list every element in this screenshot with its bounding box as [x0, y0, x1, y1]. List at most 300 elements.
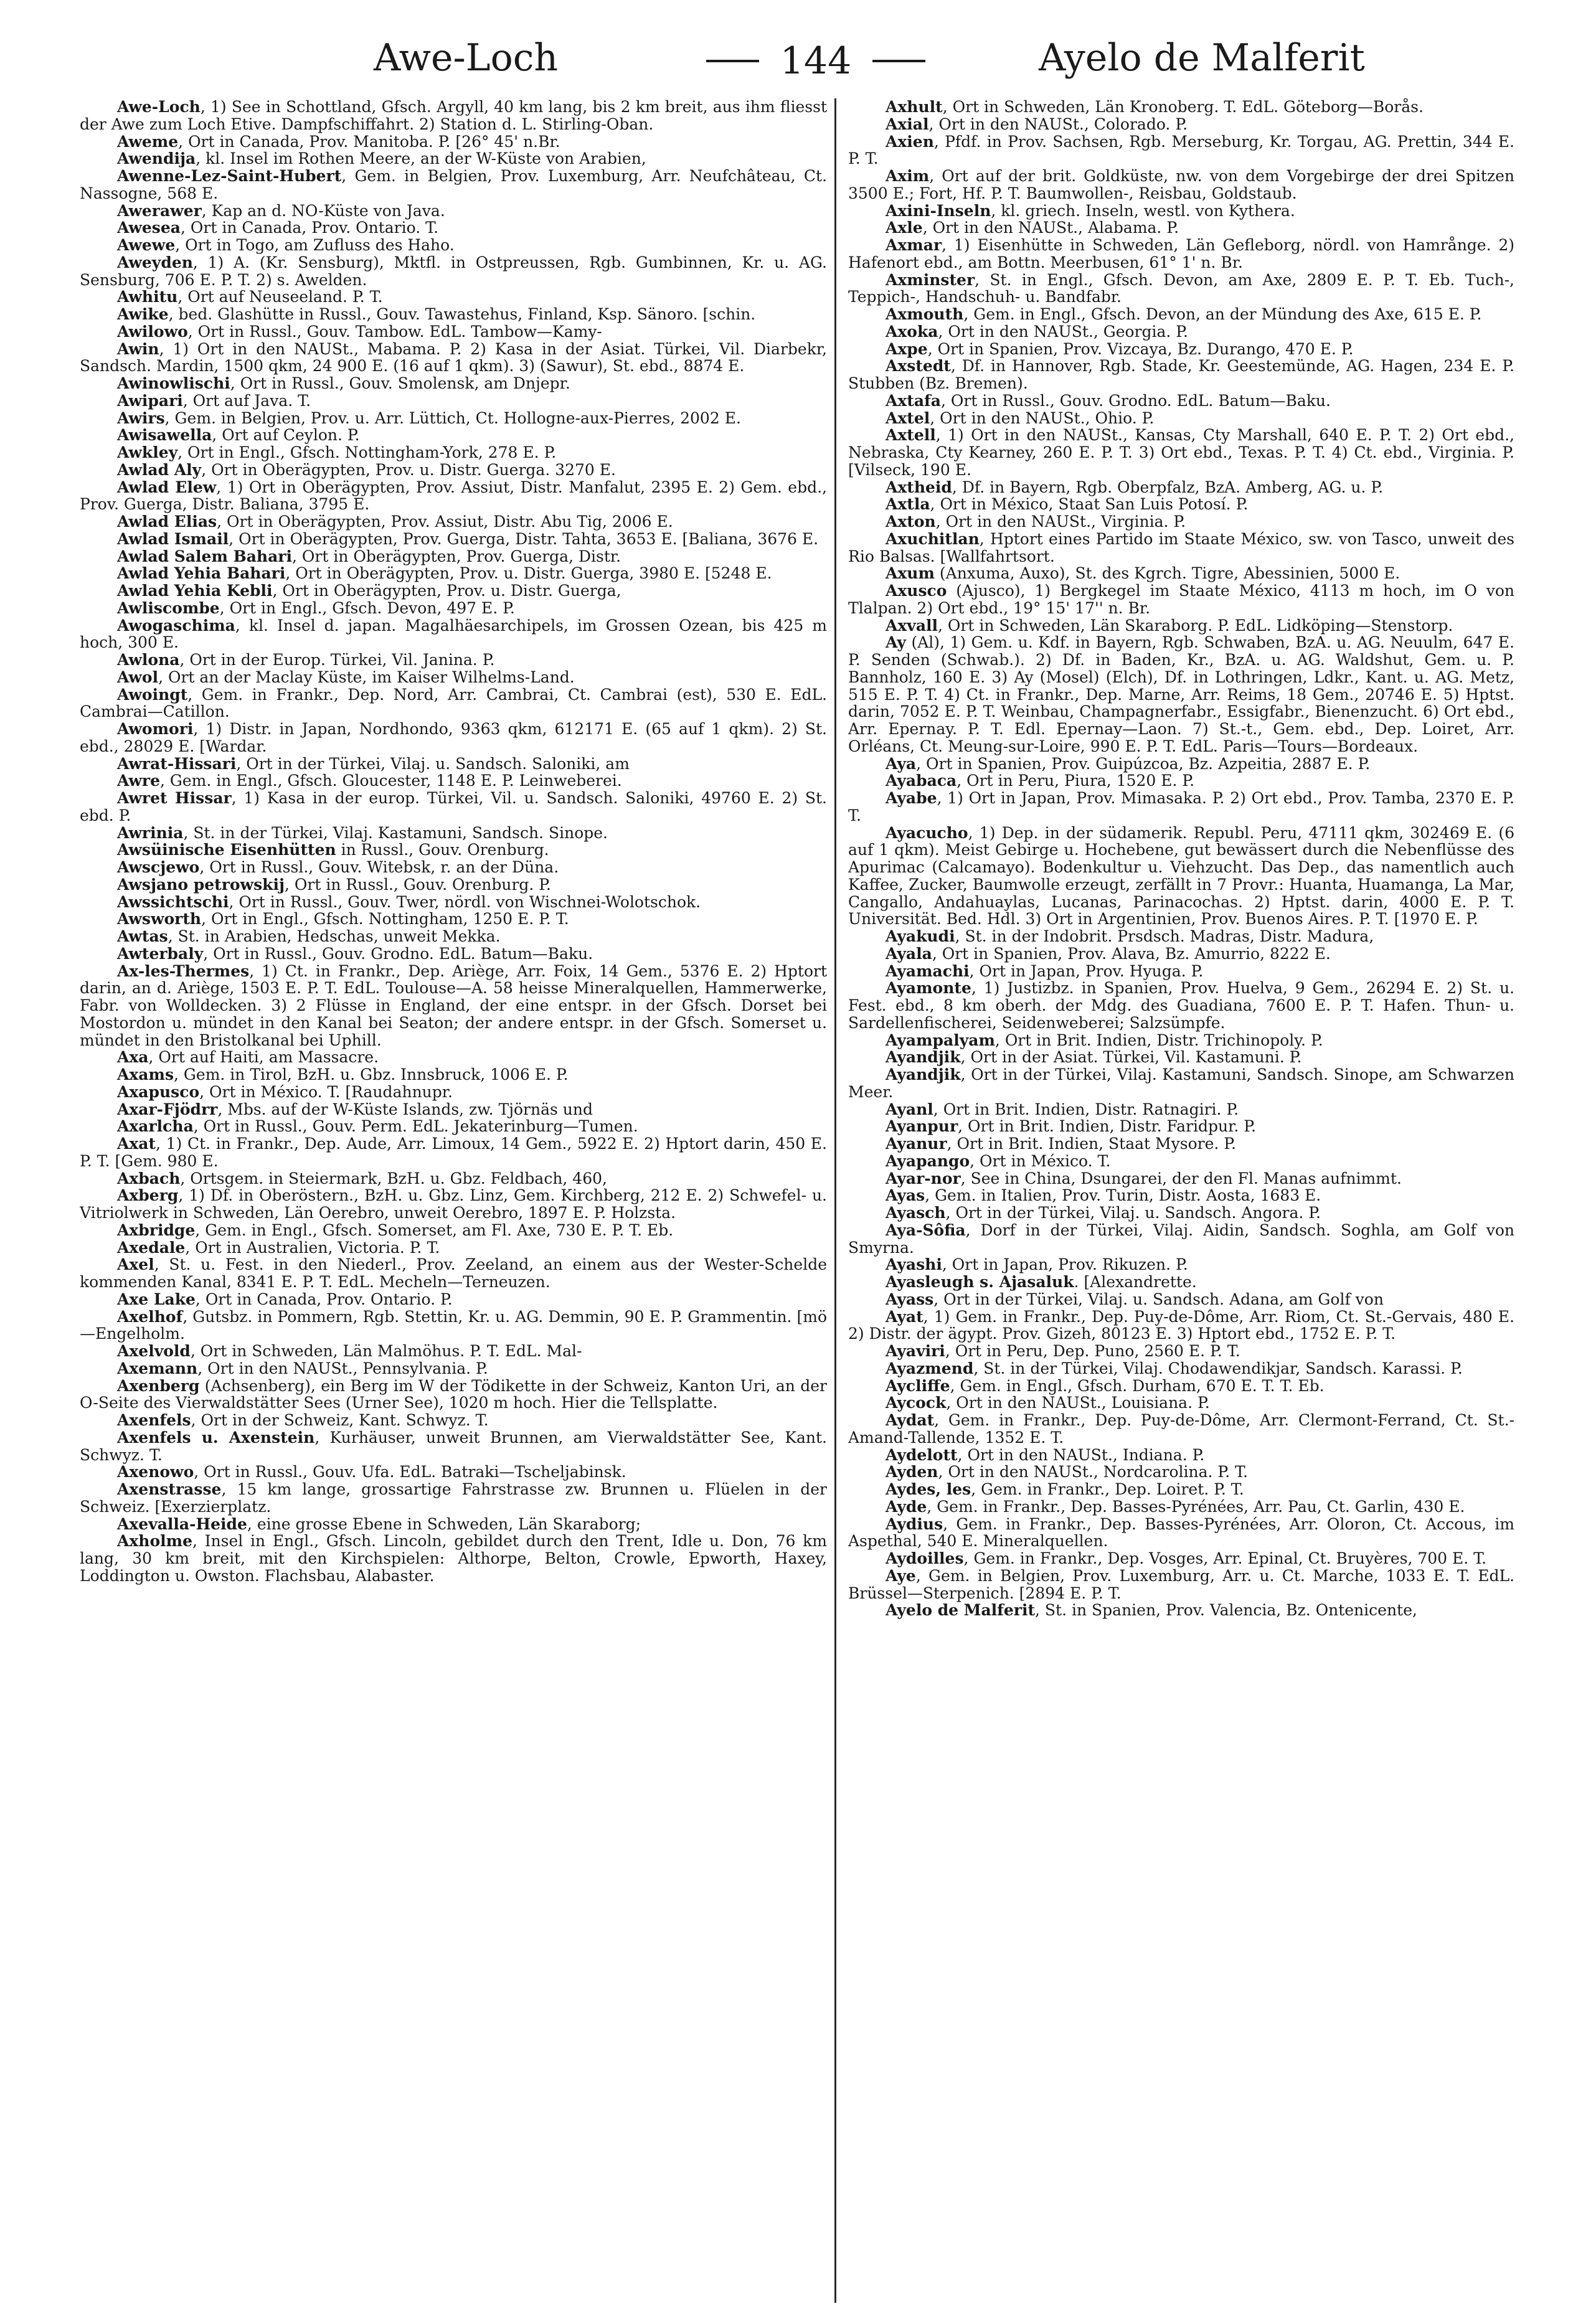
entry-text: , Ort in den NAUSt., Virginia. P. — [935, 513, 1186, 531]
entry-text: , See in China, Dsungarei, der den Fl. Manas aufnimmt. — [960, 1169, 1402, 1188]
dictionary-entry — [80, 1135, 827, 1170]
entry-headword: Awrinia — [117, 823, 184, 842]
entry-headword: Ayden — [886, 1463, 938, 1481]
dictionary-entry — [80, 219, 827, 237]
entry-text: , Gem. in Engl., Gfsch. Somerset, am Fl. Axe, 730 E. P. T. Eb. — [195, 1221, 674, 1239]
entry-text: , Ort in Oberägypten, Prov. u. Distr. Guerga, — [272, 582, 621, 600]
entry-headword: Ayar-nor — [886, 1169, 961, 1188]
dictionary-entry — [80, 617, 827, 652]
entry-text: , Gem. in Belgien, Prov. u. Arr. Lüttich, Ct. Hollogne-aux-Pierres, 2002 E. — [164, 409, 741, 427]
entry-text: , kl. Insel d. japan. Magalhäesarchipels, im Grossen Ozean, bis 425 m hoch, 300 E. — [80, 616, 827, 652]
entry-headword: Ayabe — [886, 789, 937, 807]
entry-headword: Axa — [117, 1048, 149, 1067]
entry-headword: Awlad Salem Bahari — [117, 547, 292, 565]
entry-text: , Gutsbz. in Pommern, Rgb. Stettin, Kr. u. AG. Demmin, 90 E. P. Grammentin. [mö—Engelholm. — [80, 1307, 827, 1343]
dictionary-entry — [848, 496, 1514, 513]
dictionary-entry — [80, 1118, 827, 1135]
dictionary-entry — [848, 219, 1514, 237]
header-first-entry: Awe-Loch — [374, 36, 558, 80]
entry-headword: Axusco — [886, 582, 947, 600]
dictionary-entry — [848, 1516, 1514, 1551]
entry-text: , Ort in der Türkei, Vilaj. Kastamuni, Sandsch. Sinope, am Schwarzen Meer. — [848, 1065, 1514, 1101]
entry-text: (Achsenberg), ein Berg im W der Tödikette in der Schweiz, Kanton Uri, an der O-Seite des Vierwaldstätter Sees (Urner See), 1020 m hoch. Hier die Tellsplatte. — [80, 1376, 827, 1412]
dictionary-entry — [80, 1429, 827, 1464]
dictionary-entry — [80, 341, 827, 376]
entry-headword: Ayacucho — [886, 823, 968, 842]
dictionary-entry — [848, 617, 1514, 635]
dictionary-entry — [848, 1498, 1514, 1516]
dictionary-entry — [848, 790, 1514, 824]
entry-headword: Axar-Fjödrr — [117, 1100, 218, 1118]
entry-headword: Awlona — [117, 651, 180, 669]
entry-text: , Ort in Oberägypten, Prov. Guerga, Distr. Tahta, 3653 E. [Baliana, 3676 E. — [229, 529, 819, 548]
dictionary-entry — [848, 479, 1514, 496]
entry-text: , Ort in Spanien, Prov. Alava, Bz. Amurrio, 8222 E. — [932, 944, 1331, 963]
entry-text: , kl. griech. Inseln, westl. von Kythera. — [991, 201, 1295, 220]
entry-headword: Ayandjik — [886, 1048, 961, 1067]
entry-text: , St. in Spanien, Prov. Valencia, Bz. Ontenicente, — [1035, 1601, 1417, 1620]
entry-headword: Awliscombe — [117, 598, 220, 617]
entry-text: , Ort in den NAUSt., Ohio. P. — [930, 409, 1155, 427]
dictionary-entry — [848, 341, 1514, 358]
entry-text: , Ort in Brit. Indien, Distr. Trichinopoly. P. — [994, 1031, 1323, 1049]
entry-text: , 15 km lange, grossartige Fahrstrasse zw. Brunnen u. Flüelen in der Schweiz. [Exerzierplatz. — [80, 1480, 827, 1516]
dictionary-entry — [848, 772, 1514, 790]
entry-text: , Ort in den NAUSt., Indiana. P. — [957, 1445, 1205, 1464]
entry-text: , Ort in Engl., Gfsch. Nottingham, 1250 E. P. T. — [201, 910, 569, 928]
entry-text: in Russl., Gouv. Orenburg. — [336, 841, 549, 859]
dictionary-entry — [80, 168, 827, 202]
entry-text: , Ort in Japan, Prov. Rikuzen. P. — [942, 1255, 1188, 1274]
entry-text: , Gem. in Frankr., Dep. Loiret. P. T. — [971, 1480, 1244, 1498]
entry-text: , St. in der Türkei, Vilaj. Kastamuni, Sandsch. Sinope. — [183, 823, 608, 842]
entry-text: , Ort in Russl., Gouv. Tambow. EdL. Tambow—Kamy- — [187, 322, 602, 341]
entry-text: , Ort in der Schweiz, Kant. Schwyz. T. — [191, 1411, 489, 1429]
header-page-number-group — [685, 36, 947, 86]
entry-text: , Ort in Russl., Gouv. Twer, nördl. von Wischnei-Wolotschok. — [229, 892, 701, 911]
page-header — [0, 0, 1573, 93]
entry-text: , 1) Ct. in Frankr., Dep. Aude, Arr. Limoux, 14 Gem., 5922 E. 2) Hptort darin, 450 E. P. T. [Gem. 980 E. — [80, 1135, 827, 1170]
entry-headword: Axtafa — [886, 391, 942, 410]
dictionary-entry — [848, 1066, 1514, 1101]
entry-headword: Aweme — [117, 132, 179, 151]
entry-headword: Axtell — [886, 426, 936, 445]
entry-text: , Gem. in Frankr., Dep. Puy-de-Dôme, Arr. Clermont-Ferrand, Ct. St.-Amand-Tallende, 1352 E. T. — [848, 1411, 1514, 1447]
entry-text: , Hptort eines Partido im Staate México, sw. von Tasco, unweit des Rio Balsas. [Wallfahrtsort. — [848, 529, 1514, 565]
dictionary-entry — [80, 98, 827, 133]
entry-text: , Ort in Brit. Indien, Distr. Faridpur. P. — [958, 1117, 1256, 1136]
entry-text: (Al), 1) Gem. u. Kdf. in Bayern, Rgb. Schwaben, BzA. u. AG. Neuulm, 647 E. P. Senden (Schwab.). 2) Df. in Baden, Kr., BzA. u. AG. Waldshut, Gem. u. P. Bannholz, 160 E. 3) Ay (Mosel) (Elch), Df. in Lothringen, Ldkr., Kant. u. AG. Metz, 515 E. P. T. 4) Ct. in Frankr., Dep. Marne, Arr. Reims, 18 Gem., 20746 E. 5) Hptst. darin, 7052 E. P. T. Weinbau, Champagnerfabr., Essigfabr., Bienenzucht. 6) Ort ebd., Arr. Epernay. P. T. Edl. Epernay—Laon. 7) St.-t., Gem. ebd., Dep. Loiret, Arr. Orléans, Ct. Meung-sur-Loire, 990 E. P. T. EdL. Paris—Tours—Bordeaux. — [848, 633, 1514, 755]
entry-headword: Awssichtschi — [117, 892, 229, 911]
dictionary-entry — [80, 237, 827, 254]
entry-text: , Ort in Canada, Prov. Ontario. P. — [195, 1290, 453, 1308]
entry-headword: Awhitu — [117, 288, 178, 306]
entry-text: , Gem. in Engl., Gfsch. Durham, 670 E. T. T. Eb. — [950, 1376, 1325, 1395]
entry-text: , St. u. Fest. in den Niederl., Prov. Zeeland, an einem aus der Wester-Schelde kommenden Kanal, 8341 E. P. T. EdL. Mecheln—Terneuzen. — [80, 1255, 827, 1291]
dictionary-entry — [80, 824, 827, 842]
entry-text: , Ort in der Asiat. Türkei, Vil. Kastamuni. P. — [960, 1048, 1302, 1067]
entry-text: , St. in Engl., Gfsch. Devon, am Axe, 2809 E. P. T. Eb. Tuch-, Teppich-, Handschuh- u. Bandfabr. — [848, 270, 1514, 306]
dictionary-entry — [80, 133, 827, 151]
dictionary-entry — [80, 1066, 827, 1084]
entry-headword: Awenne-Lez-Saint-Hubert — [117, 167, 342, 185]
dictionary-entry — [848, 1394, 1514, 1412]
entry-text: , Ort in den NAUSt., Alabama. P. — [922, 219, 1179, 237]
dictionary-entry — [80, 1377, 827, 1412]
entry-headword: Axe Lake — [117, 1290, 196, 1308]
entry-headword: Awomori — [117, 720, 194, 738]
entry-text: , Insel in Engl., Gfsch. Lincoln, gebildet durch den Trent, Idle u. Don, 76 km lang, 30 km breit, mit den Kirchspielen: Althorpe, Belton, Crowle, Epworth, Haxey, Loddington u. Owston. Flachsbau, Alabaster. — [80, 1532, 827, 1585]
entry-headword: Awtas — [117, 927, 168, 945]
entry-headword: Ayass — [886, 1290, 934, 1308]
entry-headword: Ayakudi — [886, 927, 955, 945]
entry-text: , Ort auf Haiti, am Massacre. — [148, 1048, 379, 1067]
entry-headword: Axel — [117, 1255, 154, 1274]
dictionary-entry — [80, 841, 827, 859]
entry-headword: Axle — [886, 219, 923, 237]
entry-headword: Axmouth — [886, 305, 964, 323]
dictionary-entry — [848, 513, 1514, 531]
entry-text: , Ort in Russl., Gouv. Grodno. EdL. Batum—Baku. — [941, 391, 1331, 410]
dictionary-entry — [80, 772, 827, 790]
dictionary-entry — [848, 1135, 1514, 1153]
dictionary-entry — [80, 1343, 827, 1360]
dictionary-entry — [80, 1291, 827, 1308]
entry-headword: Awlad Ismail — [117, 529, 229, 548]
dictionary-entry — [80, 1222, 827, 1239]
header-rule-right — [872, 60, 925, 62]
dictionary-entry — [848, 1222, 1514, 1257]
dictionary-entry — [848, 582, 1514, 617]
dictionary-entry — [80, 1084, 827, 1101]
entry-headword: Awterbaly — [117, 944, 204, 963]
entry-headword: Aycliffe — [886, 1376, 950, 1395]
dictionary-entry — [848, 1412, 1514, 1447]
entry-text: , kl. Insel im Rothen Meere, an der W-Küste von Arabien, — [196, 149, 646, 168]
entry-headword: Ayaviri — [886, 1342, 945, 1360]
entry-headword: Awscjewo — [117, 858, 200, 876]
dictionary-entry — [848, 1291, 1514, 1308]
dictionary-entry — [80, 910, 827, 928]
dictionary-entry — [80, 1412, 827, 1429]
entry-headword: Awisawella — [117, 426, 212, 445]
entry-text: , 1) A. (Kr. Sensburg), Mktfl. in Ostpreussen, Rgb. Gumbinnen, Kr. u. AG. Sensburg, 706 E. P. T. 2) s. Awelden. — [80, 253, 827, 289]
entry-text: , Df. in Hannover, Rgb. Stade, Kr. Geestemünde, AG. Hagen, 234 E. P. Stubben (Bz. Bremen). — [848, 357, 1514, 392]
entry-text: , Ort in den NAUSt., Georgia. P. — [938, 322, 1189, 341]
dictionary-entry — [848, 945, 1514, 963]
entry-text: , Gem. in Belgien, Prov. Luxemburg, Arr. u. Ct. Marche, 1033 E. T. EdL. Brüssel—Sterpenich. [2894 E. P. T. — [848, 1566, 1514, 1602]
entry-headword: Awlad Elias — [117, 513, 217, 531]
dictionary-entry — [848, 1032, 1514, 1049]
dictionary-entry — [80, 686, 827, 721]
entry-headword: Awlad Aly — [117, 460, 202, 479]
entry-text: , Ort in der Türkei, Vilaj. u. Sandsch. Angora. P. — [945, 1204, 1321, 1222]
entry-headword: Axton — [886, 513, 936, 531]
entry-headword: Axenstrasse — [117, 1480, 222, 1498]
entry-text: , Ort in den NAUSt., Nordcarolina. P. T. — [938, 1463, 1248, 1481]
entry-headword: Awret Hissar — [117, 789, 232, 807]
dictionary-entry — [80, 548, 827, 565]
entry-text: , Ort in Spanien, Prov. Vizcaya, Bz. Durango, 470 E. P. — [927, 339, 1354, 358]
dictionary-entry — [80, 963, 827, 1049]
dictionary-entry — [848, 1567, 1514, 1602]
dictionary-entry — [848, 1256, 1514, 1273]
entry-text: , Ort in Russl., Gouv. Perm. EdL. Jekaterinburg—Tumen. — [193, 1117, 638, 1136]
entry-headword: Awol — [117, 668, 159, 686]
dictionary-entry — [80, 531, 827, 548]
dictionary-entry — [80, 1360, 827, 1377]
entry-text: , Ort in Brit. Indien, Staat Mysore. P. — [947, 1135, 1236, 1153]
dictionary-entry — [80, 254, 827, 289]
entry-headword: Aya-Sôfia — [886, 1221, 966, 1239]
entry-text: , 1) Ort in Japan, Prov. Mimasaka. P. 2) Ort ebd., Prov. Tamba, 2370 E. P. T. — [848, 789, 1514, 824]
entry-headword: Awin — [117, 339, 159, 358]
entry-text: , Ort in Australien, Victoria. P. T. — [185, 1238, 440, 1257]
dictionary-entry — [80, 288, 827, 306]
entry-text: , Ort in Russl., Gouv. Smolensk, am Dnjepr. — [230, 374, 570, 392]
entry-headword: Axholme — [117, 1532, 193, 1551]
dictionary-entry — [848, 237, 1514, 272]
dictionary-entry — [80, 1308, 827, 1343]
entry-headword: Ayala — [886, 944, 932, 963]
entry-headword: Ayanpur — [886, 1117, 958, 1136]
left-column — [80, 98, 827, 2310]
entry-text: , St. in der Türkei, Vilaj. Chodawendikjar, Sandsch. Karassi. P. — [973, 1359, 1463, 1377]
entry-headword: Axum — [886, 564, 935, 583]
entry-headword: Awirs — [117, 409, 165, 427]
entry-headword: Awsjano petrowskij — [117, 875, 285, 894]
entry-headword: Axtla — [886, 495, 930, 514]
entry-headword: Ayanl — [886, 1100, 933, 1118]
entry-text: , Ort in Oberägypten, Prov. u. Distr. Guerga. 3270 E. — [201, 460, 616, 479]
entry-headword: Ayampalyam — [886, 1031, 995, 1049]
entry-text: , Ort in der Europ. Türkei, Vil. Janina. P. — [179, 651, 495, 669]
entry-text: , Ort in Engl., Gfsch. Nottingham-York, 278 E. P. — [177, 443, 557, 461]
entry-text: , Ort in Russl., Gouv. Grodno. EdL. Batum—Baku. — [203, 944, 593, 963]
dictionary-entry — [848, 980, 1514, 1031]
entry-headword: Awewe — [117, 236, 176, 254]
entry-text: , Ort auf Neuseeland. P. T. — [177, 288, 383, 306]
entry-text: , Gem. in Frankr., Dep. Nord, Arr. Cambrai, Ct. Cambrai (est), 530 E. EdL. Cambrai—Catillon. — [80, 685, 827, 721]
entry-headword: Axuchitlan — [886, 529, 980, 548]
dictionary-entry — [848, 410, 1514, 427]
entry-text: . [Alexandrette. — [1074, 1273, 1197, 1291]
entry-text: , Gem. in Engl., Gfsch. Gloucester, 1148 E. P. Leinweberei. — [159, 772, 622, 790]
entry-text: , Gem. in Italien, Prov. Turin, Distr. Aosta, 1683 E. — [925, 1186, 1321, 1205]
dictionary-entry — [80, 479, 827, 514]
entry-text: , Ort in Togo, am Zufluss des Haho. — [175, 236, 455, 254]
dictionary-entry — [80, 1101, 827, 1118]
entry-headword: Awesea — [117, 219, 181, 237]
entry-text: , Gem. in Frankr., Dep. Basses-Pyrénées, Arr. Pau, Ct. Garlin, 430 E. — [927, 1497, 1465, 1516]
entry-headword: Ayat — [886, 1307, 923, 1326]
dictionary-entry — [80, 945, 827, 963]
entry-text: , Ort in den NAUSt., Colorado. P. — [928, 115, 1188, 133]
entry-text: , Ort in Oberägypten, Prov. Guerga, Distr. — [291, 547, 621, 565]
entry-text: , Ort in Oberägypten, Prov. u. Distr. Guerga, 3980 E. [5248 E. — [285, 564, 772, 583]
dictionary-entry — [80, 1256, 827, 1291]
entry-text: , Ort in Schweden, Län Skaraborg. P. EdL. Lidköping—Stenstorp. — [938, 616, 1453, 635]
dictionary-entry — [848, 1153, 1514, 1170]
entry-text: , 1) See in Schottland, Gfsch. Argyll, 40 km lang, bis 2 km breit, aus ihm fliesst der Awe zum Loch Etive. Dampfschiffahrt. 2) Station d. L. Stirling-Oban. — [80, 98, 827, 133]
entry-headword: Awendija — [117, 149, 196, 168]
entry-headword: Axpe — [886, 339, 928, 358]
dictionary-entry — [848, 1187, 1514, 1204]
entry-text: , 1) Kasa in der europ. Türkei, Vil. u. Sandsch. Saloniki, 49760 E. 2) St. ebd. P. — [80, 789, 827, 824]
dictionary-entry — [80, 1170, 827, 1188]
dictionary-entry — [848, 963, 1514, 980]
entry-headword: Ayapango — [886, 1151, 970, 1170]
entry-text: , Ort in Spanien, Prov. Guipúzcoa, Bz. Azpeitia, 2887 E. P. — [916, 754, 1371, 773]
entry-headword: Axapusco — [117, 1082, 200, 1101]
dictionary-entry — [80, 1516, 827, 1533]
dictionary-entry — [848, 1170, 1514, 1188]
entry-headword: Ayasleugh s. Ajasaluk — [886, 1273, 1074, 1291]
dictionary-entry — [848, 1118, 1514, 1135]
dictionary-entry — [848, 202, 1514, 220]
entry-headword: Awlad Elew — [117, 478, 217, 496]
entry-text: , eine grosse Ebene in Schweden, Län Skaraborg; — [247, 1514, 641, 1533]
entry-text: , Ort auf Ceylon. P. — [212, 426, 360, 445]
entry-headword: Axbridge — [117, 1221, 196, 1239]
entry-text: , 1) Ort in den NAUSt., Kansas, Cty Marshall, 640 E. P. T. 2) Ort ebd., Nebraska, Cty Kearney, 260 E. P. T. 3) Ort ebd., Texas. P. T. 4) Ct. ebd., Virginia. P. [Vilseck, 190 E. — [848, 426, 1514, 479]
entry-headword: Ayelo de Malferit — [886, 1601, 1036, 1620]
entry-headword: Ayamonte — [886, 979, 971, 998]
dictionary-entry — [848, 928, 1514, 945]
dictionary-entry — [848, 427, 1514, 478]
entry-headword: Aydes, les — [886, 1480, 971, 1498]
entry-headword: Awilowo — [117, 322, 188, 341]
dictionary-entry — [848, 357, 1514, 392]
entry-text: , Ort in Russl., Gouv. Orenburg. P. — [285, 875, 551, 894]
dictionary-entry — [848, 1481, 1514, 1498]
entry-text: , Kap an d. NO-Küste von Java. — [201, 201, 445, 220]
entry-text: , Ort in Schweden, Län Kronoberg. T. EdL. Göteborg—Borås. — [942, 98, 1424, 116]
entry-headword: Axams — [117, 1065, 174, 1084]
dictionary-entry — [80, 582, 827, 600]
header-last-entry: Ayelo de Malferit — [1039, 36, 1365, 80]
dictionary-entry — [848, 116, 1514, 133]
entry-text: , 1) Dep. in der südamerik. Republ. Peru, 47111 qkm, 302469 E. (6 auf 1 qkm). Meist Gebirge u. Hochebene, gut bewässert durch die Nebenflüsse des Apurimac (Calcamayo). Bodenkultur u. Viehzucht. Das Dep., das namentlich auch Kaffee, Zucker, Baumwolle erzeugt, zerfällt in 7 Provr.: Huanta, Huamanga, La Mar, Cangallo, Andahuaylas, Lucanas, Parinacochas. 2) Hptst. darin, 4000 E. P. T. Universität. Bed. Hdl. 3) Ort in Argentinien, Prov. Buenos Aires. P. T. [1970 E. P. — [848, 823, 1514, 928]
entry-headword: Axminster — [886, 270, 975, 289]
dictionary-entry — [848, 1360, 1514, 1377]
entry-text: , Ort auf Java. T. — [182, 391, 311, 410]
entry-headword: Axelhof — [117, 1307, 183, 1326]
header-rule-left — [706, 60, 759, 62]
entry-text: , Ort in México, Staat San Luis Potosí. P. — [930, 495, 1249, 514]
dictionary-entry — [80, 1533, 827, 1584]
dictionary-entry — [848, 565, 1514, 582]
dictionary-entry — [848, 133, 1514, 168]
entry-text: , Dorf in der Türkei, Vilaj. Aidin, Sandsch. Soghla, am Golf von Smyrna. — [848, 1221, 1514, 1257]
entry-headword: Axial — [886, 115, 929, 133]
entry-headword: Aydius — [886, 1514, 943, 1533]
dictionary-entry — [80, 790, 827, 824]
entry-text: , Ort in Peru, Dep. Puno, 2560 E. P. T. — [945, 1342, 1240, 1360]
entry-headword: Axemann — [117, 1359, 198, 1377]
entry-text: , Df. in Bayern, Rgb. Oberpfalz, BzA. Amberg, AG. u. P. — [952, 478, 1384, 496]
entry-headword: Aye — [886, 1566, 916, 1585]
entry-text: , Kurhäuser, unweit Brunnen, am Vierwaldstätter See, Kant. Schwyz. T. — [80, 1428, 827, 1464]
entry-text: , Ort in Canada, Prov. Manitoba. P. [26° 45' n.Br. — [178, 132, 560, 151]
entry-headword: Awkley — [117, 443, 178, 461]
dictionary-entry — [848, 1447, 1514, 1464]
entry-text: , 1) Df. in Oberöstern., BzH. u. Gbz. Linz, Gem. Kirchberg, 212 E. 2) Schwefel- u. Vitriolwerk in Schweden, Län Oerebro, unweit Oerebro, 1897 E. P. Holzsta. — [80, 1186, 827, 1222]
entry-headword: Axenberg — [117, 1376, 200, 1395]
entry-text: , Ort an der Maclay Küste, im Kaiser Wilhelms-Land. — [158, 668, 575, 686]
entry-text: , Gem. in Tirol, BzH. u. Gbz. Innsbruck, 1006 E. P. — [174, 1065, 569, 1084]
entry-text: , Ort in der Türkei, Vilaj. u. Sandsch. Adana, am Golf von — [933, 1290, 1384, 1308]
entry-text: , 1) Ort in den NAUSt., Mabama. P. 2) Kasa in der Asiat. Türkei, Vil. Diarbekr, Sandsch. Mardin, 1500 qkm, 24 900 E. (16 auf 1 qkm). 3) (Sawur), St. ebd., 8874 E. — [80, 339, 827, 376]
dictionary-entry — [80, 150, 827, 168]
entry-headword: Axtel — [886, 409, 930, 427]
entry-headword: Ayde — [886, 1497, 927, 1516]
dictionary-entry — [848, 1101, 1514, 1118]
dictionary-entry — [80, 323, 827, 341]
entry-headword: Awe-Loch — [117, 98, 201, 116]
entry-text: , Ort in den NAUSt., Pennsylvania. P. — [197, 1359, 488, 1377]
dictionary-entry — [848, 1308, 1514, 1343]
entry-text: , Ort in Brit. Indien, Distr. Ratnagiri. P. — [933, 1100, 1239, 1118]
entry-headword: Awsworth — [117, 910, 202, 928]
entry-headword: Ay — [886, 633, 906, 652]
dictionary-entry — [80, 306, 827, 323]
entry-headword: Awlad Yehia Kebli — [117, 582, 273, 600]
entry-text: , Gem. in Frankr., Dep. Vosges, Arr. Epinal, Ct. Bruyères, 700 E. T. — [963, 1549, 1487, 1567]
entry-text: , Gem. in Engl., Gfsch. Devon, an der Mündung des Axe, 615 E. P. — [963, 305, 1482, 323]
entry-headword: Awlad Yehia Bahari — [117, 564, 286, 583]
dictionary-entry — [80, 1049, 827, 1066]
entry-text: , Ort in Russl., Gouv. Ufa. EdL. Batraki—Tscheljabinsk. — [194, 1463, 626, 1481]
entry-text: , 1) Ort in Oberägypten, Prov. Assiut, Distr. Manfalut, 2395 E. 2) Gem. ebd., Prov. Guerga, Distr. Baliana, 3795 E. — [80, 478, 827, 514]
entry-text: , Ort in Schweden, Län Malmöhus. P. T. EdL. Mal- — [190, 1342, 582, 1360]
entry-headword: Awsüinische Eisenhütten — [117, 841, 336, 859]
dictionary-entry — [848, 634, 1514, 755]
dictionary-entry — [80, 859, 827, 876]
entry-headword: Ayasch — [886, 1204, 946, 1222]
dictionary-entry — [80, 894, 827, 911]
dictionary-entry — [80, 876, 827, 894]
dictionary-entry — [848, 1343, 1514, 1360]
entry-headword: Awre — [117, 772, 160, 790]
entry-headword: Axvall — [886, 616, 938, 635]
entry-headword: Ayamachi — [886, 961, 970, 980]
entry-text: , 1) Ct. in Frankr., Dep. Ariège, Arr. Foix, 14 Gem., 5376 E. 2) Hptort darin, an d. Ariège, 1503 E. P. T. EdL. Toulouse—A. 58 heisse Mineralquellen, Hammerwerke, Fabr. von Wolldecken. 3) 2 Flüsse in England, der eine entspr. in der Gfsch. Dorset bei Mostordon u. mündet in den Kanal bei Seaton; der andere entspr. in der Gfsch. Somerset u. mündet in den Bristolkanal bei Uphill. — [80, 961, 827, 1049]
entry-text: , St. in der Indobrit. Prsdsch. Madras, Distr. Madura, — [955, 927, 1374, 945]
entry-text: , Ort auf der brit. Goldküste, nw. von dem Vorgebirge der drei Spitzen 3500 E.; Fort, Hf. P. T. Baumwollen-, Reisbau, Goldstaub. — [848, 167, 1514, 202]
entry-headword: Axien — [886, 132, 934, 151]
dictionary-entry — [80, 600, 827, 617]
dictionary-entry — [80, 375, 827, 392]
dictionary-entry — [848, 1377, 1514, 1395]
dictionary-entry — [80, 202, 827, 220]
entry-text: , Ort in Oberägypten, Prov. Assiut, Distr. Abu Tig, 2006 E. — [217, 513, 673, 531]
entry-text: , 1) Justizbz. in Spanien, Prov. Huelva, 9 Gem., 26294 E. 2) St. u. Fest. ebd., 8 km oberh. der Mdg. des Guadiana, 7600 E. P. T. Hafen. Thun- u. Sardellenfischerei, Seidenweberei; Salzsümpfe. — [848, 979, 1514, 1032]
dictionary-entry — [848, 824, 1514, 928]
entry-headword: Awogaschima — [117, 616, 235, 635]
entry-text: , 1) Eisenhütte in Schweden, Län Gefleborg, nördl. von Hamrånge. 2) Hafenort ebd., am Bottn. Meerbusen, 61° 1' n. Br. — [848, 236, 1514, 272]
dictionary-entry — [848, 1463, 1514, 1481]
entry-text: , Ort in Canada, Prov. Ontario. T. — [181, 219, 439, 237]
dictionary-entry — [80, 1187, 827, 1222]
dictionary-entry — [848, 392, 1514, 410]
entry-text: , Gem. in Frankr., Dep. Basses-Pyrénées, Arr. Oloron, Ct. Accous, im Aspethal, 540 E. Mineralquellen. — [848, 1514, 1514, 1551]
dictionary-entry — [848, 306, 1514, 323]
entry-headword: Ayas — [886, 1186, 925, 1205]
entry-headword: Axevalla-Heide — [117, 1514, 247, 1533]
entry-text: , Ort in México. T. — [970, 1151, 1111, 1170]
entry-text: , Gem. in Belgien, Prov. Luxemburg, Arr. Neufchâteau, Ct. Nassogne, 568 E. — [80, 167, 827, 202]
